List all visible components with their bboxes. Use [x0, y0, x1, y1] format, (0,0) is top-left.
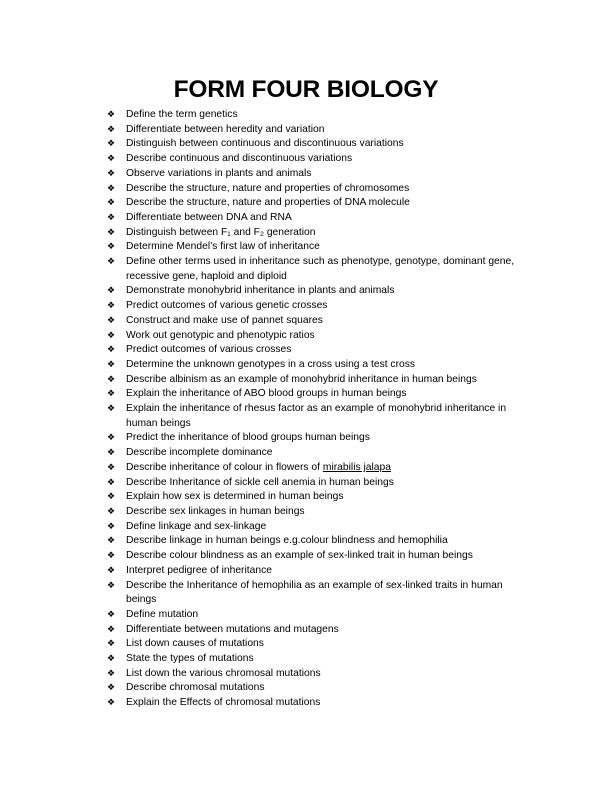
list-item-text: List down the various chromosal mutations: [126, 667, 321, 679]
list-item: [0, 123, 612, 138]
list-item: [0, 299, 612, 314]
diamond-bullet-icon: ❖: [107, 654, 116, 665]
diamond-bullet-icon: ❖: [107, 477, 116, 488]
diamond-bullet-icon: ❖: [107, 624, 116, 635]
list-item: [0, 579, 612, 608]
list-item-text: Predict the inheritance of blood groups human beings: [126, 432, 370, 444]
diamond-bullet-icon: ❖: [107, 506, 116, 517]
list-item: [0, 490, 612, 505]
list-item-text: Distinguish between continuous and discontinuous variations: [126, 138, 404, 150]
list-item: [0, 637, 612, 652]
list-item: [0, 152, 612, 167]
list-item-text: Define the term genetics: [126, 109, 238, 120]
diamond-bullet-icon: ❖: [107, 139, 116, 150]
list-item-text: Describe sex linkages in human beings: [126, 505, 305, 517]
list-item-text: Describe chromosal mutations: [126, 682, 265, 694]
list-item-text: Differentiate between mutations and mutagens: [126, 623, 339, 635]
list-item: [0, 681, 612, 696]
list-item: [0, 431, 612, 446]
diamond-bullet-icon: ❖: [107, 683, 116, 694]
list-item: [0, 196, 612, 211]
diamond-bullet-icon: ❖: [107, 433, 116, 444]
list-item-text: State the types of mutations: [126, 653, 254, 665]
list-item: [0, 240, 612, 255]
list-item-text: Distinguish between F₁ and F₂ generation: [126, 226, 316, 238]
list-item-text: Demonstrate monohybrid inheritance in plants and animals: [126, 285, 395, 297]
list-item: [0, 211, 612, 226]
diamond-bullet-icon: ❖: [107, 212, 116, 223]
diamond-bullet-icon: ❖: [107, 404, 116, 415]
list-item-text: Predict outcomes of various genetic crosses: [126, 300, 328, 312]
list-item: [0, 608, 612, 623]
diamond-bullet-icon: ❖: [107, 698, 116, 709]
diamond-bullet-icon: ❖: [107, 110, 116, 120]
list-item: [0, 343, 612, 358]
list-item: [0, 549, 612, 564]
list-item-text: Define mutation: [126, 608, 199, 620]
diamond-bullet-icon: ❖: [107, 389, 116, 400]
list-item-text: List down causes of mutations: [126, 638, 264, 650]
list-item: [0, 461, 612, 476]
list-item-text: Define linkage and sex-linkage: [126, 520, 267, 532]
list-item: [0, 255, 612, 284]
list-item: [0, 696, 612, 711]
objectives-list: [0, 108, 612, 711]
diamond-bullet-icon: ❖: [107, 374, 116, 385]
list-item: [0, 534, 612, 549]
list-item: [0, 358, 612, 373]
list-item-text: Explain the inheritance of ABO blood groups in human beings: [126, 388, 407, 400]
diamond-bullet-icon: ❖: [107, 227, 116, 238]
list-item-text: Describe Inheritance of sickle cell anemia in human beings: [126, 476, 394, 488]
list-item-text: Describe continuous and discontinuous variations: [126, 153, 353, 165]
list-item-text: Define other terms used in inheritance such as phenotype, genotype, dominant gene, recessive gene, haploid and diploid: [126, 256, 515, 282]
diamond-bullet-icon: ❖: [107, 639, 116, 650]
list-item: [0, 564, 612, 579]
diamond-bullet-icon: ❖: [107, 448, 116, 459]
list-item-text: Describe linkage in human beings e.g.colour blindness and hemophilia: [126, 535, 448, 547]
diamond-bullet-icon: ❖: [107, 168, 116, 179]
diamond-bullet-icon: ❖: [107, 668, 116, 679]
diamond-bullet-icon: ❖: [107, 124, 116, 135]
list-item-text: Work out genotypic and phenotypic ratios: [126, 329, 315, 341]
underlined-term: mirabilis jalapa: [322, 461, 391, 473]
diamond-bullet-icon: ❖: [107, 359, 116, 370]
list-item-text: Predict outcomes of various crosses: [126, 344, 292, 356]
diamond-bullet-icon: ❖: [107, 536, 116, 547]
list-item-text: Differentiate between heredity and variation: [126, 123, 325, 135]
list-item: [0, 108, 612, 123]
list-item-text: Describe incomplete dominance: [126, 447, 273, 459]
list-item: [0, 623, 612, 638]
diamond-bullet-icon: ❖: [107, 315, 116, 326]
list-item: [0, 182, 612, 197]
list-item: [0, 652, 612, 667]
diamond-bullet-icon: ❖: [107, 345, 116, 356]
diamond-bullet-icon: ❖: [107, 154, 116, 165]
list-item: [0, 446, 612, 461]
list-item-text: Determine Mendel’s first law of inheritance: [126, 241, 320, 253]
diamond-bullet-icon: ❖: [107, 198, 116, 209]
list-item-text: Describe inheritance of colour in flowers of: [126, 461, 323, 473]
diamond-bullet-icon: ❖: [107, 257, 116, 268]
list-item: [0, 226, 612, 241]
list-item: [0, 314, 612, 329]
list-item: [0, 402, 612, 431]
list-item: [0, 167, 612, 182]
list-item-text: Determine the unknown genotypes in a cross using a test cross: [126, 358, 416, 370]
list-item: [0, 520, 612, 535]
list-item-text: Construct and make use of pannet squares: [126, 314, 323, 326]
diamond-bullet-icon: ❖: [107, 609, 116, 620]
list-item-text: Describe the structure, nature and properties of chromosomes: [126, 182, 410, 194]
list-item-text: Explain the Effects of chromosal mutations: [126, 697, 321, 709]
diamond-bullet-icon: ❖: [107, 183, 116, 194]
list-item: [0, 505, 612, 520]
list-item-text: Differentiate between DNA and RNA: [126, 211, 292, 223]
list-item-text: Describe the structure, nature and properties of DNA molecule: [126, 197, 410, 209]
diamond-bullet-icon: ❖: [107, 242, 116, 253]
list-item-text: Observe variations in plants and animals: [126, 167, 312, 179]
diamond-bullet-icon: ❖: [107, 330, 116, 341]
list-item-text: Explain how sex is determined in human beings: [126, 491, 344, 503]
page-title: FORM FOUR BIOLOGY: [173, 76, 439, 103]
list-item: [0, 284, 612, 299]
diamond-bullet-icon: ❖: [107, 462, 116, 473]
diamond-bullet-icon: ❖: [107, 286, 116, 297]
list-item-text: Describe colour blindness as an example of sex-linked trait in human beings: [126, 550, 473, 562]
diamond-bullet-icon: ❖: [107, 521, 116, 532]
diamond-bullet-icon: ❖: [107, 565, 116, 576]
diamond-bullet-icon: ❖: [107, 492, 116, 503]
list-item: [0, 373, 612, 388]
diamond-bullet-icon: ❖: [107, 580, 116, 591]
diamond-bullet-icon: ❖: [107, 551, 116, 562]
diamond-bullet-icon: ❖: [107, 301, 116, 312]
list-item: [0, 137, 612, 152]
list-item-text: Describe the Inheritance of hemophilia as an example of sex-linked traits in human beings: [126, 579, 503, 606]
list-item: [0, 387, 612, 402]
list-item: [0, 667, 612, 682]
list-item-text: Describe albinism as an example of monohybrid inheritance in human beings: [126, 373, 477, 385]
list-item-text: Interpret pedigree of inheritance: [126, 564, 272, 576]
list-item: [0, 329, 612, 344]
list-item-text: Explain the inheritance of rhesus factor as an example of monohybrid inheritance in human beings: [126, 403, 507, 429]
list-item: [0, 476, 612, 491]
